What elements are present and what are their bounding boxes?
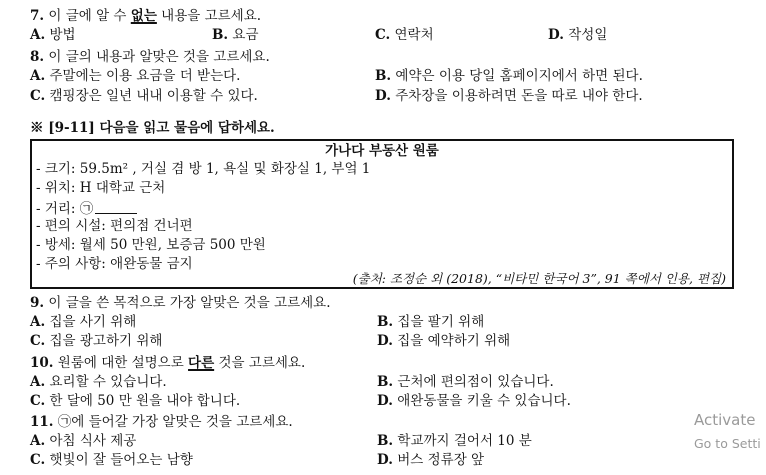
q10-stem	[30, 357, 305, 371]
option-label: C.	[30, 452, 46, 468]
option-label: A.	[30, 27, 46, 43]
listing-line-location: - 위치: H 대학교 근처	[36, 180, 166, 196]
q10-option-a[interactable]	[30, 376, 167, 390]
option-text: 집을 팔기 위해	[397, 314, 485, 330]
q11-option-d[interactable]	[377, 454, 484, 468]
q8-option-d[interactable]	[375, 90, 643, 104]
section-instruction: ※ [9-11] 다음을 읽고 물음에 답하세요.	[30, 120, 275, 136]
option-text: 아침 식사 제공	[49, 433, 137, 449]
option-label: D.	[377, 452, 393, 468]
q10-number: 10.	[30, 355, 54, 371]
q10-stem-pre: 원룸에 대한 설명으로	[57, 355, 184, 371]
option-label: B.	[377, 433, 394, 449]
listing-line-caution: - 주의 사항: 애완동물 금지	[36, 256, 193, 272]
listing-line-amenities: - 편의 시설: 편의점 건너편	[36, 218, 193, 234]
q8-option-a[interactable]	[30, 70, 240, 84]
listing-title: 가나다 부동산 원룸	[325, 143, 439, 159]
q9-option-d[interactable]	[377, 335, 510, 349]
q7-option-d[interactable]	[548, 29, 607, 43]
q8-number: 8.	[30, 49, 45, 65]
q7-option-b[interactable]	[212, 29, 259, 43]
option-text: 예약은 이용 당일 홈페이지에서 하면 된다.	[395, 68, 643, 84]
option-label: D.	[377, 393, 393, 409]
option-text: 캠핑장은 일년 내내 이용할 수 있다.	[49, 88, 258, 104]
activation-watermark-title: Activate	[694, 411, 756, 429]
option-label: D.	[548, 27, 564, 43]
option-label: C.	[30, 333, 46, 349]
listing-line-distance	[36, 201, 137, 217]
option-label: B.	[212, 27, 229, 43]
option-text: 요리할 수 있습니다.	[49, 374, 167, 390]
listing-line-rent: - 방세: 월세 50 만원, 보증금 500 만원	[36, 237, 266, 253]
q7-option-c[interactable]	[375, 29, 434, 43]
option-label: D.	[375, 88, 391, 104]
option-label: C.	[30, 393, 46, 409]
q10-stem-post: 것을 고르세요.	[218, 355, 306, 371]
option-text: 집을 예약하기 위해	[397, 333, 511, 349]
option-label: A.	[30, 314, 46, 330]
q8-stem-text: 이 글의 내용과 알맞은 것을 고르세요.	[48, 49, 270, 65]
listing-source: (출처: 조정순 외 (2018), “비타민 한국어 3”, 91 쪽에서 인용, 편집)	[352, 271, 726, 286]
option-label: C.	[30, 88, 46, 104]
q11-stem-text: ㉠에 들어갈 가장 알맞은 것을 고르세요.	[57, 414, 293, 430]
q9-number: 9.	[30, 295, 45, 311]
q11-number: 11.	[30, 414, 54, 430]
option-text: 한 달에 50 만 원을 내야 합니다.	[49, 393, 241, 409]
option-text: 주차장을 이용하려면 돈을 따로 내야 한다.	[395, 88, 643, 104]
q7-option-a[interactable]	[30, 29, 76, 43]
option-text: 작성일	[568, 27, 608, 43]
option-text: 주말에는 이용 요금을 더 받는다.	[49, 68, 241, 84]
option-label: B.	[375, 68, 392, 84]
q10-option-d[interactable]	[377, 395, 571, 409]
q8-option-b[interactable]	[375, 70, 643, 84]
option-text: 방법	[49, 27, 76, 43]
option-text: 집을 사기 위해	[49, 314, 137, 330]
q7-stem-pre: 이 글에 알 수	[48, 8, 127, 24]
q7-number: 7.	[30, 8, 45, 24]
option-label: A.	[30, 68, 46, 84]
listing-line-distance-text: - 거리: ㉠	[36, 201, 94, 217]
option-text: 집을 광고하기 위해	[49, 333, 163, 349]
q9-option-a[interactable]	[30, 316, 136, 330]
q10-option-b[interactable]	[377, 376, 554, 390]
q10-option-c[interactable]	[30, 395, 240, 409]
q7-stem	[30, 10, 261, 24]
option-text: 요금	[232, 27, 259, 43]
q9-stem	[30, 297, 331, 311]
option-label: A.	[30, 374, 46, 390]
q11-stem	[30, 416, 293, 430]
q11-option-b[interactable]	[377, 435, 532, 449]
listing-line-size: - 크기: 59.5m² , 거실 겸 방 1, 욕실 및 화장실 1, 부엌 1	[36, 161, 371, 177]
activation-watermark-subtitle: Go to Setti	[694, 436, 761, 451]
option-text: 학교까지 걸어서 10 분	[397, 433, 532, 449]
option-label: C.	[375, 27, 391, 43]
q9-stem-text: 이 글을 쓴 목적으로 가장 알맞은 것을 고르세요.	[48, 295, 331, 311]
option-label: D.	[377, 333, 393, 349]
q8-stem	[30, 51, 270, 65]
option-text: 연락처	[394, 27, 434, 43]
q9-option-b[interactable]	[377, 316, 484, 330]
option-label: A.	[30, 433, 46, 449]
option-text: 버스 정류장 앞	[397, 452, 485, 468]
q11-option-c[interactable]	[30, 454, 193, 468]
answer-blank	[95, 201, 137, 214]
option-text: 근처에 편의점이 있습니다.	[397, 374, 554, 390]
listing-box	[30, 139, 734, 289]
option-text: 햇빛이 잘 들어오는 남향	[49, 452, 193, 468]
q11-option-a[interactable]	[30, 435, 136, 449]
option-label: B.	[377, 374, 394, 390]
q7-stem-post: 내용을 고르세요.	[161, 8, 262, 24]
q8-option-c[interactable]	[30, 90, 258, 104]
q7-stem-emphasis: 없는	[130, 8, 157, 24]
q9-option-c[interactable]	[30, 335, 162, 349]
option-text: 애완동물을 키울 수 있습니다.	[397, 393, 571, 409]
option-label: B.	[377, 314, 394, 330]
q10-stem-emphasis: 다른	[188, 355, 215, 371]
